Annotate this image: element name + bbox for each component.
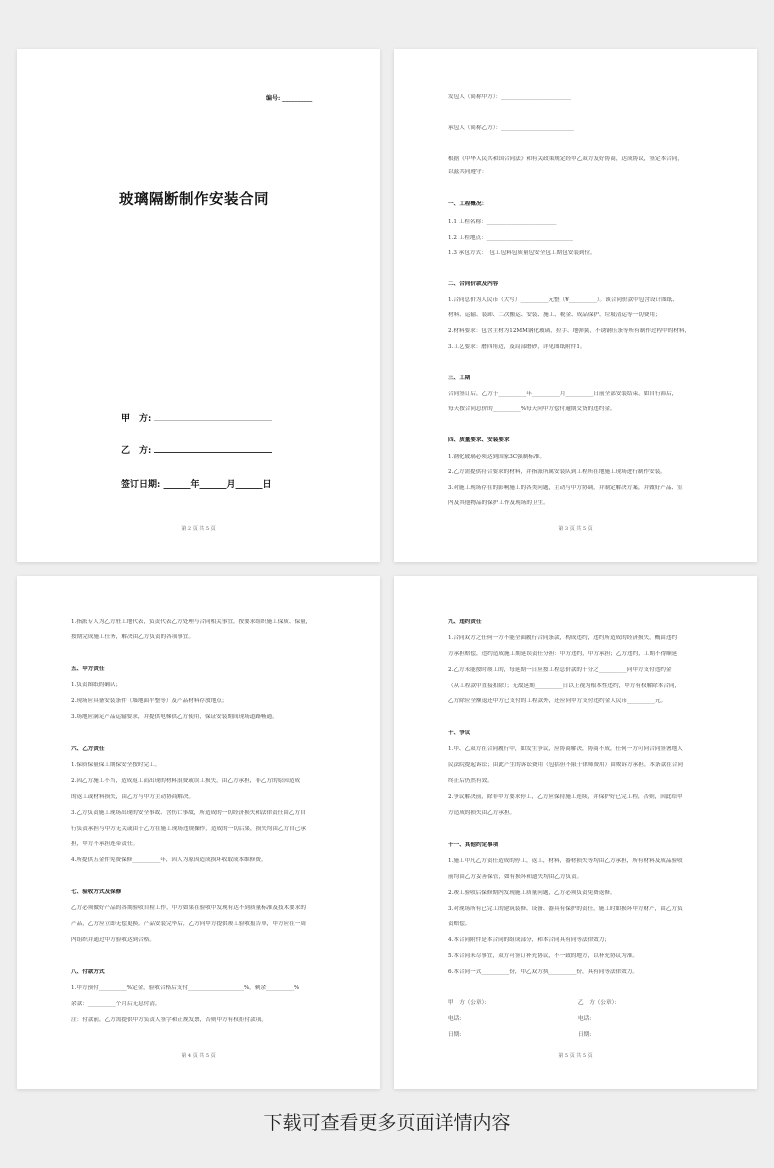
paragraph-line: 内及其他物品的保护工作及现场的卫生。 bbox=[448, 500, 549, 506]
party-b-label: 乙 方: bbox=[121, 446, 152, 456]
paragraph-line: 2.材料要求：包含主材为12MM钢化玻璃，拉手、地弹簧，不锈钢压条等所有制作过程中的材料， bbox=[448, 328, 691, 334]
paragraph-line: 1.甲方预付__________%定金，验收合格后支付____________________%，剩余__________% bbox=[71, 985, 300, 991]
paragraph-line: 1.指派专人为乙方驻工地代表，负责代表乙方处理与合同相关事宜，按要求组织施工保质、保量， bbox=[71, 619, 312, 625]
section-heading: 四、质量要求、安装要求 bbox=[448, 437, 510, 443]
paragraph-line: 前均由乙方妥善保管，如有损坏和遗失均由乙方负责。 bbox=[448, 874, 583, 880]
page-footer: 第 5 页 共 5 页 bbox=[558, 1053, 593, 1059]
contract-title: 玻璃隔断制作安装合同 bbox=[119, 191, 269, 208]
sign-date-field: 签订日期: ______年______月______日 bbox=[121, 480, 272, 490]
paragraph-line: 1.钢化玻璃必须达到国家3C强制标准。 bbox=[448, 454, 546, 460]
paragraph-line: 1.1 工程名称：_________________________ bbox=[448, 219, 557, 225]
paragraph-line: 2.现场应具备安装条件（墙地面平整等）及产品材料存放地点； bbox=[71, 698, 228, 704]
party-b-field bbox=[121, 443, 272, 456]
paragraph-line: 余款：__________个月后无息付清。 bbox=[71, 1001, 161, 1007]
paragraph-line: 4.本合同附件是本合同的组成部分，和本合同具有同等法律效力； bbox=[448, 937, 610, 943]
sign-phone-a: 电话: bbox=[448, 1016, 462, 1022]
paragraph-line: 1.3 承包方式： 包工包料包质量包安全包工期包安装到位。 bbox=[448, 250, 596, 256]
paragraph-line: 1.施工中凡乙方责任造成的停工，返工，材料，器材损失等均由乙方承担，所有材料及成品验收 bbox=[448, 858, 683, 864]
page-footer: 第 3 页 共 5 页 bbox=[558, 526, 593, 532]
paragraph-line: 3.乙方负责施工现场出现的安全事故、含伤亡事故，所造成的一切经济损失和法律责任由乙方自 bbox=[71, 810, 306, 816]
paragraph-line: 3.对施工现场存在的影响施工的各类问题，主动与甲方协调，并制定解决方案。并做好产品、室 bbox=[448, 485, 683, 491]
paragraph-line: 2.乙方需提供符合要求的材料，并指派所属安装队到工程所在地施工现场进行制作安装。 bbox=[448, 469, 666, 475]
paragraph-line: 3.场地应满足产品运输要求，并提供电梯供乙方使用，保证安装期间现场道路畅通。 bbox=[71, 714, 278, 720]
paragraph-line: 4.所提供五金件免费保修__________年，因人为原因造成损坏收取成本维修费。 bbox=[71, 857, 267, 863]
paragraph-line: 1.合同双方之任何一方不能全面履行合同条款，构成违约，违约所造成的经济损失，概由违约 bbox=[448, 635, 678, 641]
document-page-5 bbox=[394, 576, 757, 1089]
section-heading: 二、合同价款及内容 bbox=[448, 281, 499, 287]
paragraph-line: 行负责承担与甲方无关或由于乙方在施工现场违规操作，造成的一切后果，损失均由乙方自己承 bbox=[71, 826, 306, 832]
paragraph-line: 2.竣工验收后保修期内发现施工质量问题，乙方必须负责免费返修。 bbox=[448, 890, 616, 896]
paragraph-line: 根据《中华人民共和国合同法》和有关政策规定经甲乙双方友好协商，达成协议，签定本合同， bbox=[448, 156, 683, 162]
paragraph-line: 方承担赔偿，违约造成施工期延误责任分担：甲方违约，甲方承担；乙方违约，工期不得顺延 bbox=[448, 651, 678, 657]
paragraph-line: 材料、运输、装卸、二次搬运、安装、施工、税金、成品保护、垃圾清运等一切费用； bbox=[448, 312, 661, 318]
section-heading: 三、工期 bbox=[448, 375, 471, 381]
paragraph-line: （从工程款中直接扣除）；无故延期__________日以上视为根本性违约，甲方有权解除本合同， bbox=[448, 683, 681, 689]
sign-phone-b: 电话: bbox=[578, 1016, 592, 1022]
section-heading: 六、乙方责任 bbox=[71, 746, 105, 752]
paragraph-line: 责赔偿。 bbox=[448, 921, 471, 927]
paragraph-line: 的返工或材料损失，由乙方与甲方主动协商解决。 bbox=[71, 794, 195, 800]
party-a-field bbox=[121, 411, 272, 424]
paragraph-line: 产品，乙方应立即无偿更换。产品安装完毕后，乙方向甲方提供竣工验收报告单，甲方应在一周 bbox=[71, 921, 306, 927]
sign-party-a: 甲 方（公章）： bbox=[448, 1000, 490, 1006]
party-b-underline bbox=[154, 444, 272, 453]
contract-number-label: 编号: __________ bbox=[266, 95, 313, 102]
section-heading: 十、争议 bbox=[448, 730, 471, 736]
document-page-cover bbox=[17, 49, 380, 562]
paragraph-line: 1.负责图纸的确认； bbox=[71, 682, 122, 688]
page-footer: 第 2 页 共 5 页 bbox=[181, 526, 216, 532]
paragraph-line: 乙方必须做好产品的各期验收自检工作，甲方如果在验收中发现有达不到质量标准及技术要求的 bbox=[71, 905, 306, 911]
paragraph-line: 2.争议解决前，除非甲方要求停工，乙方应保持施工连续，并保护好已完工程，否则，因此给甲 bbox=[448, 794, 683, 800]
paragraph-line: 担，甲方不承担连带责任。 bbox=[71, 841, 139, 847]
document-page-4 bbox=[17, 576, 380, 1089]
paragraph-line: 3.工艺要求：磨四角边，及局部磨砂，详见图纸附件1。 bbox=[448, 344, 586, 350]
section-heading: 十一、其他约定事项 bbox=[448, 842, 499, 848]
party-a-underline bbox=[154, 412, 272, 421]
paragraph-line: 每天按合同总价的__________%每天向甲方偿付逾期交货的违约金。 bbox=[448, 406, 616, 412]
sign-date-b: 日期: bbox=[578, 1032, 592, 1038]
paragraph-line: 方造成的损失由乙方承担。 bbox=[448, 810, 516, 816]
paragraph-line: 1.合同总价为人民币（大写）__________元整（¥__________）。该合同价款中包含设计图纸、 bbox=[448, 297, 678, 303]
paragraph-line: 内组织并通过甲方验收达到合格。 bbox=[71, 937, 155, 943]
sign-date-a: 日期: bbox=[448, 1032, 462, 1038]
section-heading: 七、验收方式及保修 bbox=[71, 889, 122, 895]
sign-party-b: 乙 方（公章）： bbox=[578, 1000, 620, 1006]
paragraph-line: 2.因乙方施工不当，造成返工而出现的材料浪费或误工损失，由乙方承担，非乙方的原因造成 bbox=[71, 778, 301, 784]
paragraph-line: 以兹共同遵守： bbox=[448, 169, 488, 175]
section-heading: 九、违约责任 bbox=[448, 619, 482, 625]
paragraph-line: 注：付款前，乙方需提供甲方负责人签字和正规发票，否则甲方有权拒付款项。 bbox=[71, 1017, 267, 1023]
paragraph-line: 1.2 工程地点：_______________________________ bbox=[448, 235, 574, 241]
party-a-label: 甲 方: bbox=[121, 414, 152, 424]
paragraph-line: 终止后仍然有效。 bbox=[448, 778, 493, 784]
paragraph-line: 5.本合同未尽事宜，双方可签订补充协议，不一致的地方，以补充协议为准。 bbox=[448, 953, 638, 959]
paragraph-line: 发包人（简称甲方）：_________________________ bbox=[448, 94, 572, 100]
paragraph-line: 承包人（简称乙方）：__________________________ bbox=[448, 125, 574, 131]
page-footer: 第 4 页 共 5 页 bbox=[181, 1053, 216, 1059]
paragraph-line: 1.甲、乙双方在合同履行中，如发生争议，应协商解决，协商不成，任何一方可向合同签署地人 bbox=[448, 746, 683, 752]
section-heading: 一、工程概况： bbox=[448, 201, 488, 207]
paragraph-line: 3.对现场所有已完工的建筑装修、设备、器具有保护的责任，施工时如损坏甲方财产，由乙方负 bbox=[448, 906, 683, 912]
download-caption: 下载可查看更多页面详情内容 bbox=[263, 1112, 511, 1134]
paragraph-line: 2.乙方未能按时竣工的，每延期一日应按工程总价款的千分之__________向甲方支付违约金 bbox=[448, 667, 672, 673]
paragraph-line: 按期完成施工任务，解决由乙方负责的各项事宜。 bbox=[71, 634, 195, 640]
paragraph-line: 合同签订后，乙方于__________年__________月__________日前全部安装结束。如自行滞后， bbox=[448, 391, 678, 397]
section-heading: 五、甲方责任 bbox=[71, 666, 105, 672]
paragraph-line: 1.保质保量保工期保安全按时完工。 bbox=[71, 762, 161, 768]
section-heading: 八、付款方式 bbox=[71, 969, 105, 975]
paragraph-line: 民法院提起诉讼；由此产生的诉讼费用（包括但不限于律师费用）由败诉方承担。本条款在合同 bbox=[448, 762, 683, 768]
document-page-3 bbox=[394, 49, 757, 562]
paragraph-line: 乙方除应全额退还甲方已支付的工程款外，还应向甲方支付违约金人民币__________元。 bbox=[448, 698, 667, 704]
paragraph-line: 6.本合同一式__________份，甲乙双方执__________份，具有同等法律效力。 bbox=[448, 969, 638, 975]
